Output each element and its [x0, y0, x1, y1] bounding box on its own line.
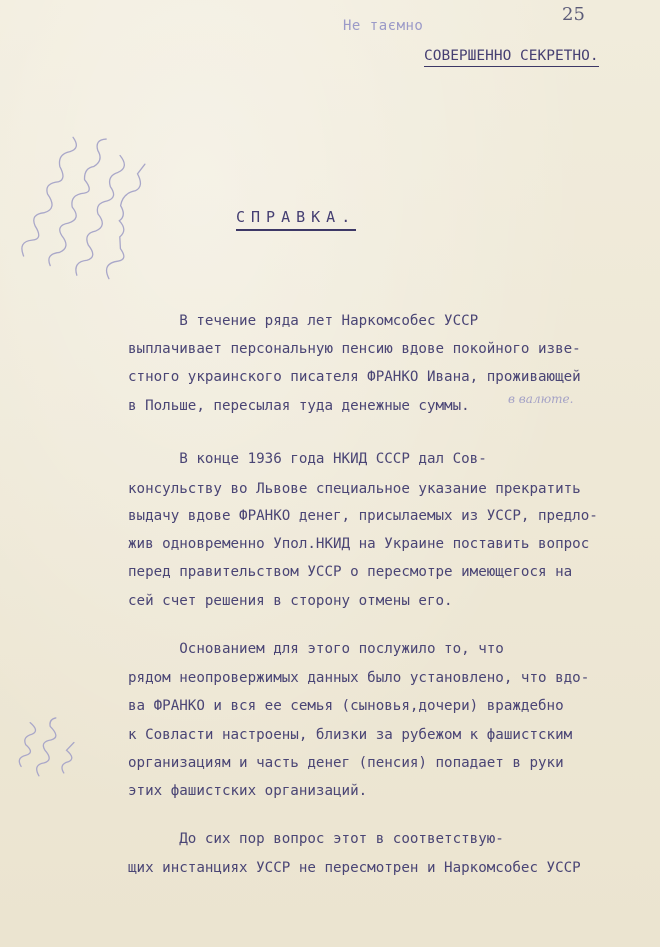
body-line: консульству во Львове специальное указание прекратить — [128, 481, 581, 497]
document-title: СПРАВКА. — [236, 208, 356, 231]
body-line: жив одновременно Упол.НКИД на Украине поставить вопрос — [128, 536, 590, 552]
body-line: организациям и часть денег (пенсия) попадает в руки — [128, 755, 564, 771]
body-line: выдачу вдове ФРАНКО денег, присылаемых из УССР, предло- — [128, 508, 598, 524]
body-line: этих фашистских организаций. — [128, 783, 368, 799]
body-line: стного украинского писателя ФРАНКО Ивана, проживающей — [128, 369, 581, 385]
body-line: сей счет решения в сторону отмены его. — [128, 593, 453, 609]
body-line: перед правительством УССР о пересмотре имеющегося на — [128, 564, 573, 580]
body-line: выплачивает персональную пенсию вдове покойного изве- — [128, 341, 581, 357]
body-line: к Совласти настроены, близки за рубежом к фашистским — [128, 727, 573, 743]
body-line: В конце 1936 года НКИД СССР дал Сов- — [128, 451, 487, 467]
page-number: 25 — [562, 4, 585, 25]
classification-label: СОВЕРШЕННО СЕКРЕТНО. — [424, 48, 599, 67]
body-line: До сих пор вопрос этот в соответствую- — [128, 831, 504, 847]
body-line: рядом неопровержимых данных было установлено, что вдо- — [128, 670, 590, 686]
body-line: ва ФРАНКО и вся ее семья (сыновья,дочери) враждебно — [128, 698, 564, 714]
body-line: Основанием для этого послужило то, что — [128, 641, 504, 657]
margin-handwritten-note — [0, 0, 240, 340]
body-line: в Польше, пересылая туда денежные суммы. — [128, 398, 470, 414]
declassification-stamp: Не таємно — [343, 18, 424, 34]
margin-pencil-mark — [0, 680, 100, 790]
body-line: щих инстанциях УССР не пересмотрен и Наркомсобес УССР — [128, 860, 581, 876]
body-line: В течение ряда лет Наркомсобес УССР — [128, 313, 479, 329]
handwritten-insert: в валюте. — [508, 392, 574, 406]
